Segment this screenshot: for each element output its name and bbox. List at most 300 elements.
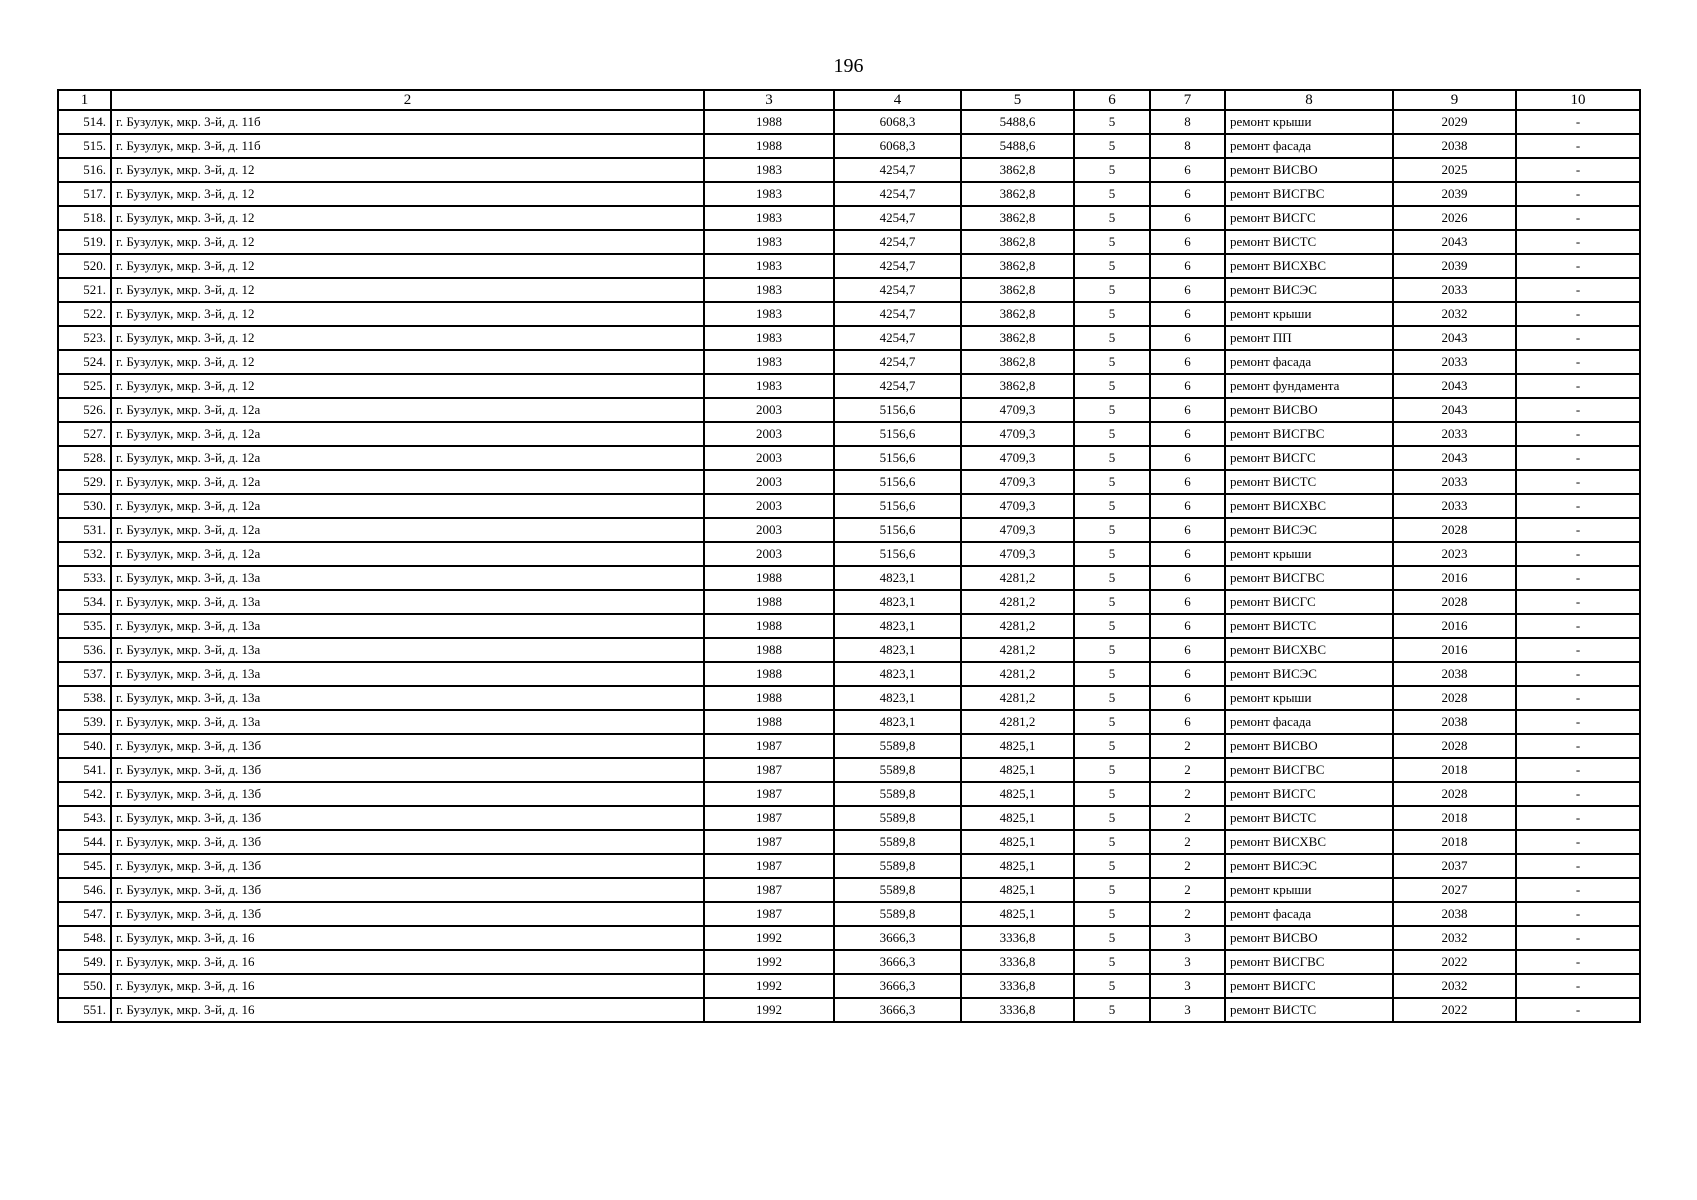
cell-row-number: 531.	[58, 518, 111, 542]
cell-total-area: 4254,7	[834, 182, 961, 206]
cell-planned-year: 2016	[1393, 566, 1516, 590]
cell-row-number: 517.	[58, 182, 111, 206]
column-header-4: 4	[834, 90, 961, 110]
cell-planned-year: 2018	[1393, 806, 1516, 830]
cell-year: 1988	[704, 134, 834, 158]
cell-year: 1988	[704, 662, 834, 686]
cell-living-area: 4825,1	[961, 830, 1074, 854]
cell-year: 1992	[704, 974, 834, 998]
cell-entrances: 2	[1150, 758, 1225, 782]
header-row	[58, 90, 1640, 110]
cell-total-area: 5156,6	[834, 542, 961, 566]
cell-work-type: ремонт ВИСТС	[1225, 998, 1393, 1022]
cell-year: 1983	[704, 350, 834, 374]
cell-living-area: 3862,8	[961, 326, 1074, 350]
cell-planned-year: 2029	[1393, 110, 1516, 134]
cell-floors: 5	[1074, 494, 1150, 518]
cell-planned-year: 2038	[1393, 134, 1516, 158]
cell-row-number: 516.	[58, 158, 111, 182]
cell-note: -	[1516, 614, 1640, 638]
cell-work-type: ремонт ВИСТС	[1225, 614, 1393, 638]
cell-entrances: 3	[1150, 950, 1225, 974]
table-row	[58, 902, 1640, 926]
cell-floors: 5	[1074, 398, 1150, 422]
cell-floors: 5	[1074, 854, 1150, 878]
cell-address: г. Бузулук, мкр. 3-й, д. 16	[111, 950, 704, 974]
cell-year: 1987	[704, 806, 834, 830]
cell-total-area: 5156,6	[834, 446, 961, 470]
column-header-5: 5	[961, 90, 1074, 110]
cell-address: г. Бузулук, мкр. 3-й, д. 13а	[111, 662, 704, 686]
table-header	[58, 90, 1640, 110]
cell-work-type: ремонт крыши	[1225, 110, 1393, 134]
cell-planned-year: 2028	[1393, 518, 1516, 542]
cell-year: 1988	[704, 686, 834, 710]
cell-note: -	[1516, 302, 1640, 326]
cell-entrances: 6	[1150, 566, 1225, 590]
cell-address: г. Бузулук, мкр. 3-й, д. 12	[111, 182, 704, 206]
cell-living-area: 4825,1	[961, 758, 1074, 782]
cell-note: -	[1516, 782, 1640, 806]
cell-work-type: ремонт крыши	[1225, 686, 1393, 710]
cell-planned-year: 2032	[1393, 302, 1516, 326]
cell-floors: 5	[1074, 374, 1150, 398]
cell-address: г. Бузулук, мкр. 3-й, д. 13б	[111, 902, 704, 926]
cell-planned-year: 2023	[1393, 542, 1516, 566]
table-body	[58, 110, 1640, 1022]
cell-total-area: 5589,8	[834, 734, 961, 758]
cell-living-area: 3862,8	[961, 230, 1074, 254]
cell-entrances: 6	[1150, 206, 1225, 230]
cell-entrances: 2	[1150, 830, 1225, 854]
cell-note: -	[1516, 398, 1640, 422]
cell-living-area: 5488,6	[961, 110, 1074, 134]
cell-planned-year: 2027	[1393, 878, 1516, 902]
cell-floors: 5	[1074, 566, 1150, 590]
cell-living-area: 4709,3	[961, 398, 1074, 422]
cell-work-type: ремонт ВИСВО	[1225, 926, 1393, 950]
cell-note: -	[1516, 878, 1640, 902]
cell-floors: 5	[1074, 950, 1150, 974]
cell-row-number: 523.	[58, 326, 111, 350]
cell-living-area: 4825,1	[961, 902, 1074, 926]
cell-work-type: ремонт ВИСХВС	[1225, 638, 1393, 662]
table-row	[58, 326, 1640, 350]
cell-year: 2003	[704, 398, 834, 422]
cell-entrances: 6	[1150, 662, 1225, 686]
cell-floors: 5	[1074, 782, 1150, 806]
cell-total-area: 3666,3	[834, 998, 961, 1022]
cell-entrances: 6	[1150, 710, 1225, 734]
cell-note: -	[1516, 710, 1640, 734]
table-row	[58, 590, 1640, 614]
cell-planned-year: 2038	[1393, 662, 1516, 686]
cell-row-number: 525.	[58, 374, 111, 398]
cell-planned-year: 2033	[1393, 494, 1516, 518]
cell-year: 1988	[704, 710, 834, 734]
column-header-7: 7	[1150, 90, 1225, 110]
cell-living-area: 3862,8	[961, 254, 1074, 278]
cell-total-area: 5589,8	[834, 782, 961, 806]
cell-row-number: 542.	[58, 782, 111, 806]
cell-living-area: 4825,1	[961, 878, 1074, 902]
cell-work-type: ремонт ВИСГВС	[1225, 758, 1393, 782]
cell-entrances: 6	[1150, 230, 1225, 254]
cell-planned-year: 2043	[1393, 398, 1516, 422]
cell-floors: 5	[1074, 806, 1150, 830]
cell-address: г. Бузулук, мкр. 3-й, д. 13а	[111, 590, 704, 614]
cell-living-area: 3862,8	[961, 374, 1074, 398]
cell-living-area: 4709,3	[961, 542, 1074, 566]
cell-total-area: 5589,8	[834, 902, 961, 926]
cell-work-type: ремонт ВИСГВС	[1225, 566, 1393, 590]
cell-address: г. Бузулук, мкр. 3-й, д. 11б	[111, 110, 704, 134]
cell-note: -	[1516, 158, 1640, 182]
cell-total-area: 5589,8	[834, 854, 961, 878]
cell-row-number: 533.	[58, 566, 111, 590]
cell-row-number: 536.	[58, 638, 111, 662]
cell-year: 1992	[704, 998, 834, 1022]
cell-living-area: 4281,2	[961, 662, 1074, 686]
cell-total-area: 3666,3	[834, 974, 961, 998]
cell-address: г. Бузулук, мкр. 3-й, д. 12а	[111, 518, 704, 542]
cell-address: г. Бузулук, мкр. 3-й, д. 13б	[111, 854, 704, 878]
cell-year: 1987	[704, 758, 834, 782]
table-row	[58, 374, 1640, 398]
cell-living-area: 4709,3	[961, 446, 1074, 470]
cell-address: г. Бузулук, мкр. 3-й, д. 13б	[111, 758, 704, 782]
cell-year: 1988	[704, 566, 834, 590]
cell-living-area: 3336,8	[961, 926, 1074, 950]
cell-total-area: 4823,1	[834, 590, 961, 614]
cell-work-type: ремонт ВИСХВС	[1225, 254, 1393, 278]
cell-total-area: 3666,3	[834, 950, 961, 974]
cell-address: г. Бузулук, мкр. 3-й, д. 12	[111, 254, 704, 278]
cell-planned-year: 2028	[1393, 734, 1516, 758]
cell-note: -	[1516, 974, 1640, 998]
cell-row-number: 539.	[58, 710, 111, 734]
cell-work-type: ремонт ВИСГС	[1225, 590, 1393, 614]
cell-address: г. Бузулук, мкр. 3-й, д. 12	[111, 158, 704, 182]
cell-address: г. Бузулук, мкр. 3-й, д. 12	[111, 278, 704, 302]
cell-note: -	[1516, 374, 1640, 398]
cell-note: -	[1516, 662, 1640, 686]
cell-row-number: 529.	[58, 470, 111, 494]
cell-year: 1983	[704, 206, 834, 230]
cell-entrances: 6	[1150, 614, 1225, 638]
cell-entrances: 8	[1150, 134, 1225, 158]
cell-living-area: 4281,2	[961, 710, 1074, 734]
cell-floors: 5	[1074, 686, 1150, 710]
cell-address: г. Бузулук, мкр. 3-й, д. 12	[111, 302, 704, 326]
cell-total-area: 5156,6	[834, 398, 961, 422]
cell-note: -	[1516, 542, 1640, 566]
cell-entrances: 6	[1150, 422, 1225, 446]
table-row	[58, 926, 1640, 950]
cell-row-number: 541.	[58, 758, 111, 782]
column-header-9: 9	[1393, 90, 1516, 110]
cell-address: г. Бузулук, мкр. 3-й, д. 11б	[111, 134, 704, 158]
cell-address: г. Бузулук, мкр. 3-й, д. 12а	[111, 446, 704, 470]
cell-planned-year: 2018	[1393, 758, 1516, 782]
cell-address: г. Бузулук, мкр. 3-й, д. 13б	[111, 830, 704, 854]
cell-note: -	[1516, 422, 1640, 446]
cell-note: -	[1516, 446, 1640, 470]
cell-work-type: ремонт фасада	[1225, 710, 1393, 734]
cell-planned-year: 2018	[1393, 830, 1516, 854]
cell-note: -	[1516, 494, 1640, 518]
cell-planned-year: 2028	[1393, 686, 1516, 710]
cell-work-type: ремонт ВИСВО	[1225, 734, 1393, 758]
cell-planned-year: 2038	[1393, 710, 1516, 734]
cell-planned-year: 2033	[1393, 278, 1516, 302]
table-row	[58, 398, 1640, 422]
cell-planned-year: 2016	[1393, 638, 1516, 662]
cell-floors: 5	[1074, 998, 1150, 1022]
cell-note: -	[1516, 926, 1640, 950]
cell-row-number: 547.	[58, 902, 111, 926]
cell-year: 1987	[704, 830, 834, 854]
cell-floors: 5	[1074, 422, 1150, 446]
cell-year: 1992	[704, 926, 834, 950]
cell-entrances: 2	[1150, 806, 1225, 830]
table-row	[58, 686, 1640, 710]
cell-floors: 5	[1074, 302, 1150, 326]
cell-note: -	[1516, 254, 1640, 278]
cell-total-area: 4254,7	[834, 350, 961, 374]
cell-row-number: 534.	[58, 590, 111, 614]
cell-address: г. Бузулук, мкр. 3-й, д. 12а	[111, 422, 704, 446]
cell-planned-year: 2028	[1393, 782, 1516, 806]
cell-note: -	[1516, 518, 1640, 542]
cell-address: г. Бузулук, мкр. 3-й, д. 13б	[111, 878, 704, 902]
cell-note: -	[1516, 686, 1640, 710]
cell-floors: 5	[1074, 662, 1150, 686]
cell-year: 1983	[704, 374, 834, 398]
cell-floors: 5	[1074, 446, 1150, 470]
cell-total-area: 5156,6	[834, 470, 961, 494]
cell-row-number: 519.	[58, 230, 111, 254]
cell-work-type: ремонт ВИСГС	[1225, 206, 1393, 230]
cell-row-number: 545.	[58, 854, 111, 878]
cell-address: г. Бузулук, мкр. 3-й, д. 13б	[111, 806, 704, 830]
cell-address: г. Бузулук, мкр. 3-й, д. 12	[111, 206, 704, 230]
cell-floors: 5	[1074, 830, 1150, 854]
cell-row-number: 548.	[58, 926, 111, 950]
cell-address: г. Бузулук, мкр. 3-й, д. 12	[111, 230, 704, 254]
cell-total-area: 6068,3	[834, 110, 961, 134]
cell-note: -	[1516, 902, 1640, 926]
cell-work-type: ремонт фундамента	[1225, 374, 1393, 398]
cell-floors: 5	[1074, 902, 1150, 926]
cell-planned-year: 2025	[1393, 158, 1516, 182]
cell-planned-year: 2033	[1393, 350, 1516, 374]
table-row	[58, 422, 1640, 446]
cell-note: -	[1516, 134, 1640, 158]
column-header-1: 1	[58, 90, 111, 110]
cell-year: 2003	[704, 494, 834, 518]
cell-living-area: 4709,3	[961, 422, 1074, 446]
cell-living-area: 4281,2	[961, 590, 1074, 614]
cell-total-area: 4823,1	[834, 566, 961, 590]
cell-year: 2003	[704, 446, 834, 470]
cell-entrances: 6	[1150, 638, 1225, 662]
cell-address: г. Бузулук, мкр. 3-й, д. 12а	[111, 470, 704, 494]
cell-total-area: 5589,8	[834, 806, 961, 830]
cell-living-area: 4281,2	[961, 566, 1074, 590]
cell-note: -	[1516, 182, 1640, 206]
cell-total-area: 5156,6	[834, 422, 961, 446]
cell-planned-year: 2043	[1393, 374, 1516, 398]
cell-work-type: ремонт ВИСХВС	[1225, 830, 1393, 854]
cell-living-area: 3862,8	[961, 350, 1074, 374]
cell-planned-year: 2043	[1393, 446, 1516, 470]
cell-floors: 5	[1074, 350, 1150, 374]
cell-note: -	[1516, 566, 1640, 590]
cell-entrances: 6	[1150, 470, 1225, 494]
table-row	[58, 614, 1640, 638]
cell-floors: 5	[1074, 230, 1150, 254]
cell-living-area: 3862,8	[961, 158, 1074, 182]
cell-work-type: ремонт ВИСГС	[1225, 974, 1393, 998]
cell-floors: 5	[1074, 878, 1150, 902]
cell-work-type: ремонт ВИСЭС	[1225, 854, 1393, 878]
column-header-6: 6	[1074, 90, 1150, 110]
cell-row-number: 514.	[58, 110, 111, 134]
cell-floors: 5	[1074, 134, 1150, 158]
cell-year: 1992	[704, 950, 834, 974]
cell-entrances: 6	[1150, 278, 1225, 302]
table-row	[58, 854, 1640, 878]
cell-work-type: ремонт крыши	[1225, 878, 1393, 902]
cell-note: -	[1516, 326, 1640, 350]
cell-address: г. Бузулук, мкр. 3-й, д. 16	[111, 974, 704, 998]
cell-row-number: 522.	[58, 302, 111, 326]
cell-year: 1987	[704, 734, 834, 758]
cell-address: г. Бузулук, мкр. 3-й, д. 13а	[111, 566, 704, 590]
cell-year: 1983	[704, 278, 834, 302]
cell-row-number: 543.	[58, 806, 111, 830]
cell-floors: 5	[1074, 974, 1150, 998]
cell-entrances: 6	[1150, 686, 1225, 710]
cell-entrances: 2	[1150, 878, 1225, 902]
cell-row-number: 537.	[58, 662, 111, 686]
cell-planned-year: 2043	[1393, 230, 1516, 254]
cell-floors: 5	[1074, 278, 1150, 302]
cell-row-number: 546.	[58, 878, 111, 902]
table-row	[58, 830, 1640, 854]
cell-year: 2003	[704, 518, 834, 542]
cell-row-number: 518.	[58, 206, 111, 230]
cell-year: 1988	[704, 614, 834, 638]
cell-living-area: 3862,8	[961, 278, 1074, 302]
table-row	[58, 566, 1640, 590]
cell-floors: 5	[1074, 734, 1150, 758]
cell-address: г. Бузулук, мкр. 3-й, д. 16	[111, 926, 704, 950]
cell-work-type: ремонт фасада	[1225, 350, 1393, 374]
cell-planned-year: 2038	[1393, 902, 1516, 926]
cell-row-number: 540.	[58, 734, 111, 758]
cell-entrances: 6	[1150, 350, 1225, 374]
cell-entrances: 2	[1150, 782, 1225, 806]
cell-work-type: ремонт крыши	[1225, 302, 1393, 326]
cell-address: г. Бузулук, мкр. 3-й, д. 13а	[111, 638, 704, 662]
cell-row-number: 550.	[58, 974, 111, 998]
cell-planned-year: 2028	[1393, 590, 1516, 614]
cell-floors: 5	[1074, 758, 1150, 782]
cell-year: 1988	[704, 590, 834, 614]
cell-work-type: ремонт ВИСЭС	[1225, 662, 1393, 686]
cell-address: г. Бузулук, мкр. 3-й, д. 12а	[111, 494, 704, 518]
cell-note: -	[1516, 470, 1640, 494]
cell-planned-year: 2016	[1393, 614, 1516, 638]
cell-address: г. Бузулук, мкр. 3-й, д. 13а	[111, 710, 704, 734]
table-row	[58, 734, 1640, 758]
cell-row-number: 530.	[58, 494, 111, 518]
cell-entrances: 3	[1150, 974, 1225, 998]
column-header-10: 10	[1516, 90, 1640, 110]
cell-work-type: ремонт ВИСГВС	[1225, 182, 1393, 206]
cell-total-area: 5156,6	[834, 494, 961, 518]
repair-schedule-table	[57, 89, 1641, 1023]
cell-work-type: ремонт ВИСХВС	[1225, 494, 1393, 518]
table-row	[58, 878, 1640, 902]
cell-living-area: 3336,8	[961, 998, 1074, 1022]
cell-row-number: 538.	[58, 686, 111, 710]
cell-work-type: ремонт ВИСВО	[1225, 158, 1393, 182]
cell-note: -	[1516, 278, 1640, 302]
cell-address: г. Бузулук, мкр. 3-й, д. 13а	[111, 614, 704, 638]
table-row	[58, 950, 1640, 974]
cell-floors: 5	[1074, 638, 1150, 662]
cell-work-type: ремонт ВИСЭС	[1225, 518, 1393, 542]
column-header-8: 8	[1225, 90, 1393, 110]
cell-entrances: 6	[1150, 182, 1225, 206]
cell-entrances: 6	[1150, 446, 1225, 470]
table-row	[58, 974, 1640, 998]
cell-work-type: ремонт фасада	[1225, 134, 1393, 158]
cell-row-number: 544.	[58, 830, 111, 854]
cell-work-type: ремонт ВИСГВС	[1225, 950, 1393, 974]
cell-floors: 5	[1074, 182, 1150, 206]
table-row	[58, 302, 1640, 326]
cell-note: -	[1516, 758, 1640, 782]
cell-living-area: 3336,8	[961, 950, 1074, 974]
cell-year: 1983	[704, 326, 834, 350]
cell-row-number: 524.	[58, 350, 111, 374]
table-row	[58, 662, 1640, 686]
cell-living-area: 4825,1	[961, 806, 1074, 830]
cell-floors: 5	[1074, 590, 1150, 614]
cell-year: 1983	[704, 254, 834, 278]
table-row	[58, 110, 1640, 134]
cell-entrances: 6	[1150, 326, 1225, 350]
cell-note: -	[1516, 830, 1640, 854]
table-row	[58, 278, 1640, 302]
table-row	[58, 134, 1640, 158]
cell-work-type: ремонт ВИСТС	[1225, 230, 1393, 254]
cell-total-area: 4823,1	[834, 710, 961, 734]
cell-planned-year: 2043	[1393, 326, 1516, 350]
table-row	[58, 518, 1640, 542]
cell-total-area: 4823,1	[834, 686, 961, 710]
cell-total-area: 4254,7	[834, 230, 961, 254]
cell-work-type: ремонт ВИСТС	[1225, 470, 1393, 494]
cell-address: г. Бузулук, мкр. 3-й, д. 12	[111, 326, 704, 350]
cell-total-area: 5589,8	[834, 830, 961, 854]
cell-row-number: 532.	[58, 542, 111, 566]
cell-planned-year: 2033	[1393, 470, 1516, 494]
